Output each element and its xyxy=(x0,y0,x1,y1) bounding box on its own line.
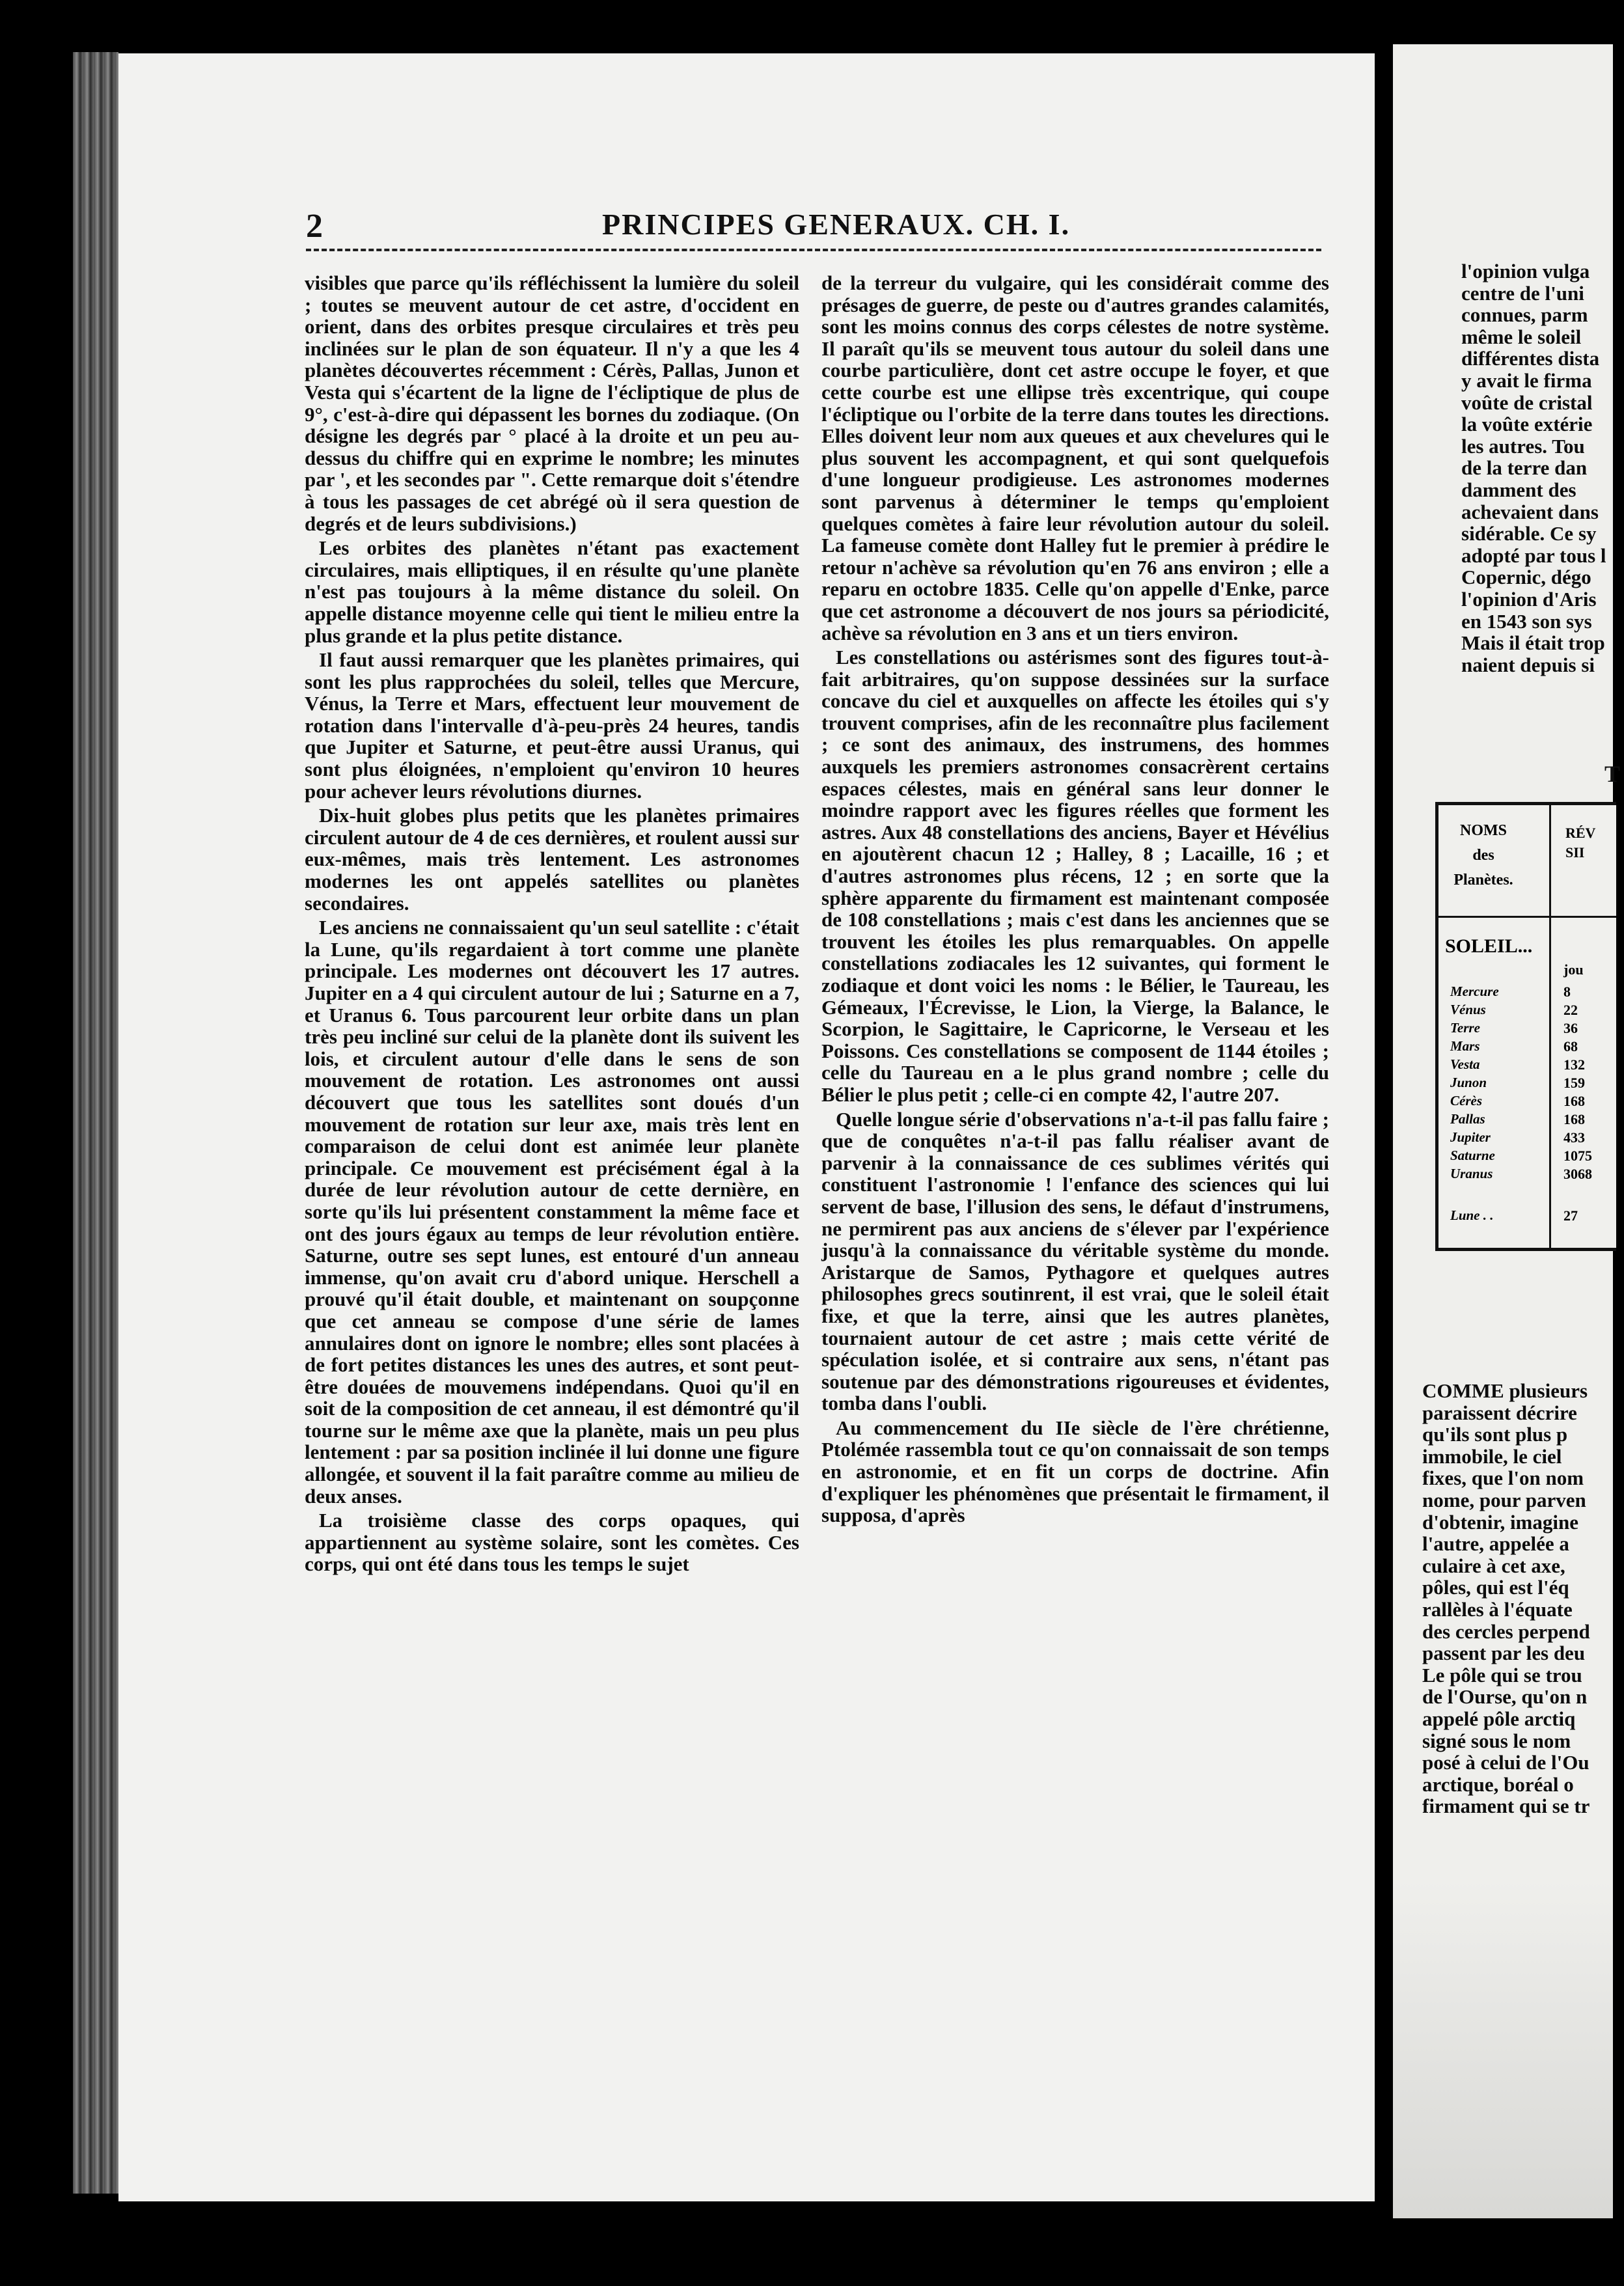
table-row-name: Pallas xyxy=(1450,1111,1485,1127)
page-shadow xyxy=(1393,1880,1613,2218)
table-row-name: Mars xyxy=(1450,1038,1480,1054)
text-line: damment des xyxy=(1461,478,1576,501)
table-header-line: RÉV xyxy=(1565,825,1596,841)
text-line: firmament qui se tr xyxy=(1422,1795,1590,1818)
text-line: paraissent décrire xyxy=(1422,1401,1577,1424)
text-line: pôles, qui est l'éq xyxy=(1422,1576,1569,1599)
page-number: 2 xyxy=(306,208,323,245)
text-line: Le pôle qui se trou xyxy=(1422,1663,1582,1687)
paragraph: Dix-huit globes plus petits que les planètes primaires circulent autour de 4 de ces dernières, et roulent aussi sur eux-mêmes, mais très lentement. Les astronomes modernes les ont appelés satellites ou planètes secondaires. xyxy=(305,804,799,915)
table-cell: 433 xyxy=(1563,1129,1585,1146)
table-row-name: Saturne xyxy=(1450,1148,1495,1163)
table-divider xyxy=(1549,805,1551,1248)
table-row-name: Lune . . xyxy=(1450,1207,1494,1223)
text-line: d'obtenir, imagine xyxy=(1422,1510,1578,1534)
text-line: connues, parm xyxy=(1461,303,1588,327)
table-cell: 159 xyxy=(1563,1075,1585,1091)
table-row-name: Mercure xyxy=(1450,984,1499,999)
text-line: rallèles à l'équate xyxy=(1422,1597,1573,1621)
table-divider xyxy=(1438,916,1616,918)
table-cell: 168 xyxy=(1563,1093,1585,1109)
table-cell: 22 xyxy=(1563,1002,1578,1018)
table-row-name: Vénus xyxy=(1450,1002,1486,1017)
planet-table xyxy=(1435,802,1616,1251)
text-line: l'opinion vulga xyxy=(1461,260,1590,282)
text-line: l'opinion d'Aris xyxy=(1461,587,1597,611)
facing-page-bottom-text xyxy=(1422,1380,1617,1817)
book-spine xyxy=(73,52,118,2194)
paragraph: Au commencement du IIe siècle de l'ère chrétienne, Ptolémée rassembla tout ce qu'on connaissait de son temps en astronomie, et en fit un corps de doctrine. Afin d'expliquer les phénomènes que présentait le firmament, il supposa, d'après xyxy=(821,1416,1329,1527)
table-cell: 36 xyxy=(1563,1020,1578,1036)
text-line: immobile, le ciel xyxy=(1422,1444,1562,1468)
table-header-line: des xyxy=(1472,847,1494,864)
table-cell: jou xyxy=(1563,961,1584,978)
text-line: différentes dista xyxy=(1461,347,1600,370)
text-line: nome, pour parven xyxy=(1422,1488,1586,1511)
text-line: des cercles perpend xyxy=(1422,1619,1590,1643)
paragraph: Quelle longue série d'observations n'a-t-il pas fallu faire ; que de conquêtes n'a-t-il pas fallu réaliser avant de parvenir à la connaissance de ces sublimes vérités qui constituent l'astronomie ! l'enfance des sciences qui lui servent de base, l'illusion des sens, le défaut d'instrumens, ne permirent pas aux anciens de s'élever par l'expérience jusqu'à la connaissance du véritable système du monde. Aristarque de Samos, Pythagore et quelques autres philosophes grecs soutinrent, il est vrai, que le soleil était fixe, et que la terre, ainsi que les autres planètes, tournaient autour de cet astre ; mais cette vérité de spéculation isolée, et si contraire aux sens, n'étant pas soutenue par des démonstrations rigoureuses et évidentes, tomba dans l'oubli. xyxy=(821,1107,1329,1415)
text-line: sidérable. Ce sy xyxy=(1461,522,1597,545)
table-cell: 27 xyxy=(1563,1207,1578,1224)
table-row-name: Uranus xyxy=(1450,1166,1493,1181)
text-line: Copernic, dégo xyxy=(1461,566,1591,589)
text-line: adopté par tous l xyxy=(1461,544,1606,567)
text-line: appelé pôle arctiq xyxy=(1422,1707,1576,1730)
paragraph: Les anciens ne connaissaient qu'un seul satellite : c'était la Lune, qu'ils regardaient à tort comme une planète principale. Les modernes ont découvert les 17 autres. Jupiter en a 4 qui circulent autour de lui ; Saturne en a 7, et Uranus 6. Tous parcourent leur orbite dans un plan très peu incliné sur celui de la planète dont ils suivent les lois, et circulent autour d'elle dans le sens de son mouvement de rotation. Les astronomes ont aussi découvert que tous les satellites sont doués d'un mouvement de rotation sur leur axe, mais très lent en comparaison de celui dont est animée leur planète principale. Ce mouvement est précisément égal à la durée de leur révolution autour de cette dernière, en sorte qu'ils lui présentent constamment la même face et ont des jours égaux au temps de leur révolution entière. Saturne, outre ses sept lunes, est entouré d'un anneau immense, qu'on avait cru d'abord unique. Herschell a prouvé qu'il était double, et maintenant on soupçonne que cet anneau se compose d'une série de lames annulaires dont on ignore le nombre; elles sont placées à de fort petites distances les unes des autres, et sont peut-être douées de mouvemens indépendans. Quoi qu'il en soit de la composition de cet anneau, il est démontré qu'il tourne sur le même axe que la planète, mais un peu plus lentement : par sa position inclinée il lui donne une figure allongée, et souvent il la fait paraître comme au milieu de deux anses. xyxy=(305,916,799,1508)
text-line: l'autre, appelée a xyxy=(1422,1532,1569,1556)
table-cell: 68 xyxy=(1563,1038,1578,1054)
text-line: y avait le firma xyxy=(1461,368,1592,392)
table-cell: 1075 xyxy=(1563,1148,1592,1164)
text-column-left xyxy=(305,272,799,1578)
text-line: culaire à cet axe, xyxy=(1422,1554,1565,1577)
text-line: posé à celui de l'Ou xyxy=(1422,1751,1590,1774)
table-cell: 8 xyxy=(1563,984,1571,1000)
paragraph: de la terreur du vulgaire, qui les considérait comme des présages de guerre, de peste ou d'autres grandes calamités, sont les moins connus des corps célestes de notre système. Il paraît qu'ils se meuvent tous autour du soleil dans une courbe particulière, dont cet astre occupe le foyer, et que cette courbe est une ellipse très excentrique, qui coupe l'écliptique ou l'orbite de la terre dans toutes les directions. Elles doivent leur nom aux queues et aux chevelures qui le plus souvent les accompagnent, et qui sont quelquefois d'une longueur prodigieuse. Les astronomes modernes sont parvenus à déterminer le temps qu'emploient quelques comètes à faire leur révolution autour du soleil. La fameuse comète dont Halley fut le premier à prédire le retour n'achève sa révolution qu'en 76 ans environ ; elle a reparu en octobre 1835. Celle qu'on appelle d'Enke, parce que cet astronome a découvert de nos jours sa périodicité, achève sa révolution en 3 ans et un tiers environ. xyxy=(821,271,1329,644)
text-line: passent par les deu xyxy=(1422,1642,1586,1665)
paragraph: Les orbites des planètes n'étant pas exactement circulaires, mais elliptiques, il en résulte qu'une planète n'est pas toujours à la même distance du soleil. On appelle distance moyenne celle qui tient le milieu entre la plus grande et la plus petite distance. xyxy=(305,536,799,647)
text-line: naient depuis si xyxy=(1461,653,1595,676)
table-header-line: SII xyxy=(1565,844,1585,861)
text-line: voûte de cristal xyxy=(1461,391,1593,414)
header-rule xyxy=(306,210,1321,251)
text-line: les autres. Tou xyxy=(1461,434,1585,458)
table-row-name: Jupiter xyxy=(1450,1129,1491,1145)
table-header-names xyxy=(1445,818,1522,892)
table-header-line: NOMS xyxy=(1460,822,1507,839)
text-line: arctique, boréal o xyxy=(1422,1772,1574,1796)
text-line: qu'ils sont plus p xyxy=(1422,1423,1568,1446)
paragraph: La troisième classe des corps opaques, qui appartiennent au système solaire, sont les comètes. Ces corps, qui ont été dans tous les temps le sujet xyxy=(305,1509,799,1576)
text-line: signé sous le nom xyxy=(1422,1729,1571,1752)
text-line: de l'Ourse, qu'on n xyxy=(1422,1685,1588,1709)
table-title: T xyxy=(1604,761,1621,787)
table-row-name: Vesta xyxy=(1450,1056,1480,1072)
text-line: même le soleil xyxy=(1461,325,1582,348)
text-line: fixes, que l'on nom xyxy=(1422,1467,1584,1490)
running-title: PRINCIPES GENERAUX. CH. I. xyxy=(602,208,1071,241)
paragraph: visibles que parce qu'ils réfléchissent la lumière du soleil ; toutes se meuvent autour de cet astre, d'occident en orient, dans des orbites presque circulaires et très peu inclinées sur le plan de son équateur. Il n'y a que les 4 planètes découvertes récemment : Cérès, Pallas, Junon et Vesta qui s'écartent de la ligne de l'écliptique de plus de 9°, c'est-à-dire qui dépassent les bornes du zodiaque. (On désigne les degrés par ° placé à la droite et un peu au-dessus du chiffre qui en exprime le nombre; les minutes par ', et les secondes par ". Cette remarque doit s'étendre à tous les passages de cet abrégé où il sera question de degrés et de leurs subdivisions.) xyxy=(305,271,799,535)
table-row-name: Cérès xyxy=(1450,1093,1482,1109)
facing-page-top-text xyxy=(1461,260,1624,676)
text-line: COMME plusieurs xyxy=(1422,1379,1588,1402)
table-row-soleil: SOLEIL... xyxy=(1445,935,1533,957)
table-row-name: Terre xyxy=(1450,1020,1480,1036)
table-cell: 3068 xyxy=(1563,1166,1592,1182)
text-column-right xyxy=(821,272,1329,1529)
text-line: la voûte extérie xyxy=(1461,413,1593,436)
table-header-revolution xyxy=(1565,823,1595,862)
text-line: en 1543 son sys xyxy=(1461,609,1592,633)
paragraph: Les constellations ou astérismes sont des figures tout-à-fait arbitraires, qu'on suppose dessinées sur la surface concave du ciel et auxquelles on affecte les étoiles qui s'y trouvent comprises, afin de les reconnaître plus facilement ; ce sont des animaux, des instrumens, des hommes auxquels les premiers astronomes consacrèrent certains espaces célestes, mais en général sans leur donner le moindre rapport avec les figures réelles que forment les astres. Aux 48 constellations des anciens, Bayer et Hévélius en ajoutèrent chacun 12 ; Halley, 8 ; Lacaille, 16 ; et d'autres astronomes plus récens, 12 ; en sorte que la sphère apparente du firmament est maintenant composée de 108 constellations ; mais c'est dans les anciennes que se trouvent les étoiles les plus remarquables. On appelle constellations zodiacales les 12 suivantes, qui forment le zodiaque et dont voici les noms : le Bélier, le Taureau, les Gémeaux, l'Écrevisse, le Lion, la Vierge, la Balance, le Scorpion, le Sagittaire, le Capricorne, le Verseau et les Poissons. Ces constellations se composent de 1144 étoiles ; celle du Taureau en a le plus grand nombre ; celle du Bélier le plus petit ; celle-ci en compte 42, l'autre 207. xyxy=(821,646,1329,1106)
table-cell: 132 xyxy=(1563,1056,1585,1073)
table-header-line: Planètes. xyxy=(1453,872,1513,888)
table-row-name: Junon xyxy=(1450,1075,1487,1090)
text-line: Mais il était trop xyxy=(1461,631,1605,655)
paragraph: Il faut aussi remarquer que les planètes primaires, qui sont les plus rapprochées du soleil, telles que Mercure, Vénus, la Terre et Mars, effectuent leur mouvement de rotation dans l'intervalle d'à-peu-près 24 heures, tandis que Jupiter et Saturne, et peut-être aussi Uranus, qui sont plus éloignées, n'emploient qu'environ 10 heures pour achever leurs révolutions diurnes. xyxy=(305,648,799,803)
text-line: de la terre dan xyxy=(1461,456,1588,480)
text-line: centre de l'uni xyxy=(1461,281,1584,305)
table-cell: 168 xyxy=(1563,1111,1585,1127)
text-line: achevaient dans xyxy=(1461,500,1599,523)
